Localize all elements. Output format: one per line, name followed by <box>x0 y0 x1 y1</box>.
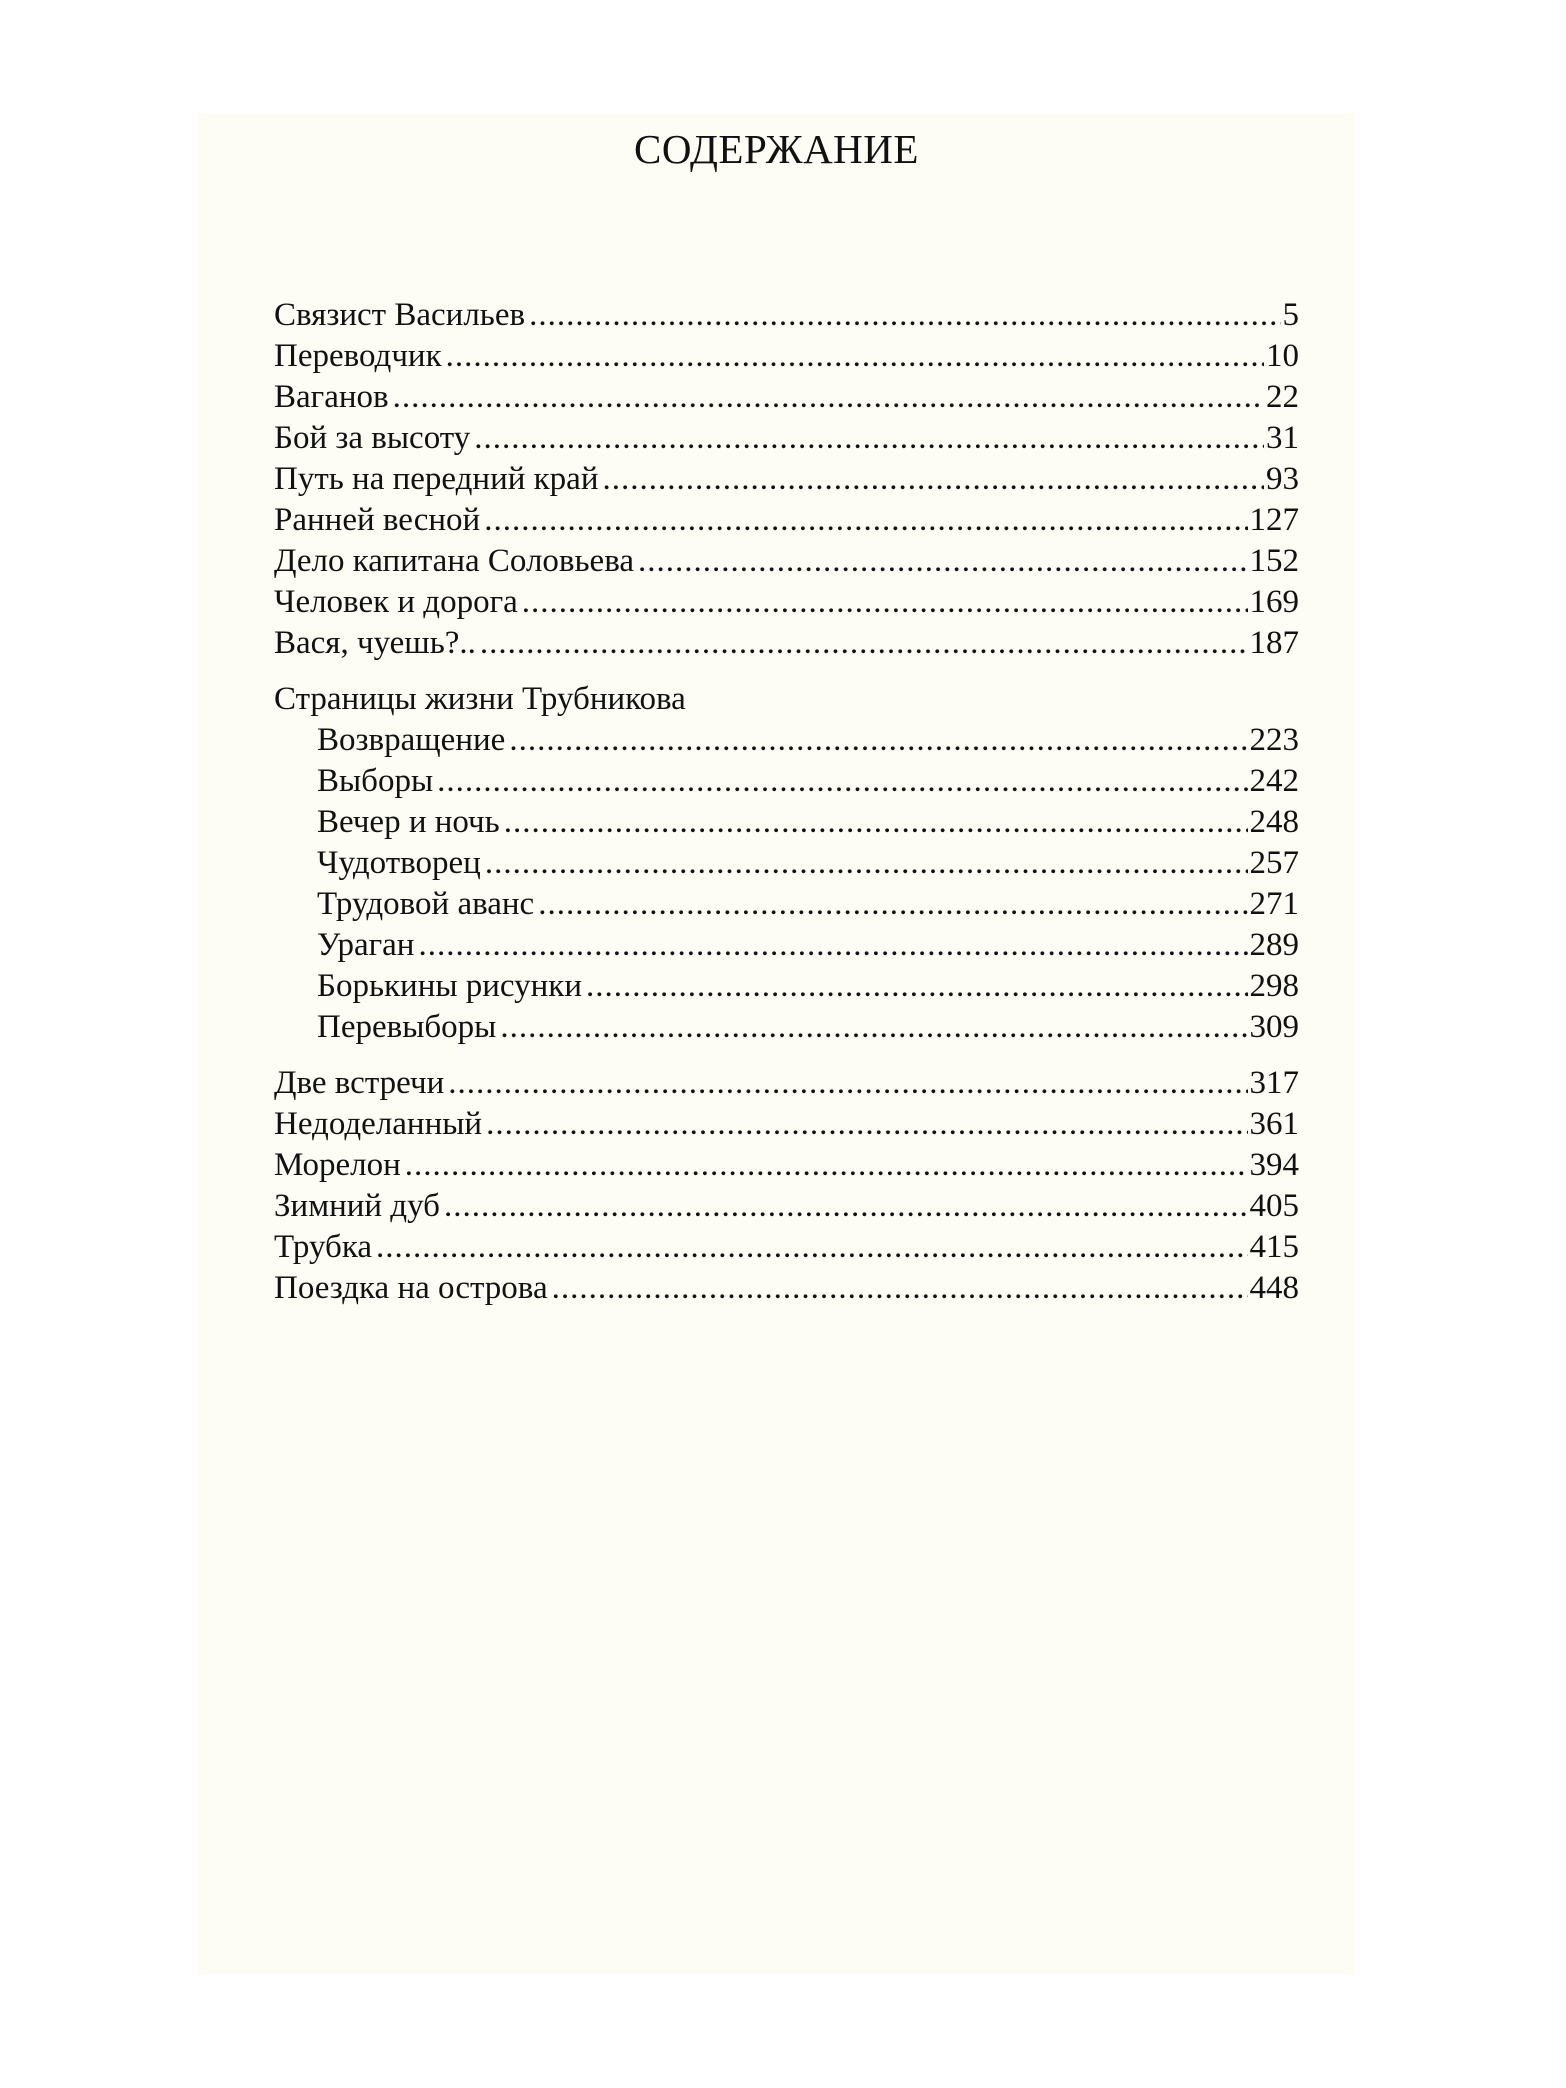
toc-entry-page: 309 <box>1249 1009 1299 1045</box>
toc-entry-page: 22 <box>1266 379 1299 415</box>
toc-entry[interactable] <box>274 336 1299 377</box>
toc-subentry[interactable] <box>317 720 1299 761</box>
toc-entry[interactable] <box>274 1186 1299 1227</box>
toc-leader-dots <box>474 418 1264 459</box>
toc-leader-dots <box>552 1268 1248 1309</box>
toc-entry[interactable] <box>274 500 1299 541</box>
toc-entry-title: Чудотворец <box>317 845 481 881</box>
toc-entry[interactable] <box>274 1104 1299 1145</box>
toc-leader-dots <box>418 925 1247 966</box>
toc-entry-title: Перевыборы <box>317 1009 497 1045</box>
toc-leader-dots <box>638 541 1248 582</box>
toc-entry-title: Две встречи <box>274 1065 445 1101</box>
toc-entry[interactable] <box>274 1227 1299 1268</box>
toc-subentry[interactable] <box>317 925 1299 966</box>
table-of-contents <box>274 295 1299 1309</box>
toc-entry-title: Человек и дорога <box>274 584 518 620</box>
toc-entry-page: 298 <box>1249 968 1299 1004</box>
toc-main-list <box>274 295 1299 664</box>
toc-entry-title: Морелон <box>274 1147 401 1183</box>
toc-leader-dots <box>486 1104 1247 1145</box>
toc-entry-title: Трубка <box>274 1229 373 1265</box>
toc-entry-page: 415 <box>1249 1229 1299 1265</box>
toc-entry-page: 271 <box>1249 886 1299 922</box>
toc-entry-title: Недоделанный <box>274 1106 483 1142</box>
toc-section-list <box>274 720 1299 1048</box>
toc-leader-dots <box>444 1186 1248 1227</box>
toc-leader-dots <box>484 500 1247 541</box>
book-page <box>197 113 1356 1975</box>
toc-entry-title: Вечер и ночь <box>317 804 500 840</box>
toc-entry-title: Путь на передний край <box>274 461 599 497</box>
toc-entry-page: 448 <box>1249 1270 1299 1306</box>
toc-entry-page: 223 <box>1249 722 1299 758</box>
toc-leader-dots <box>405 1145 1248 1186</box>
toc-entry[interactable] <box>274 541 1299 582</box>
toc-entry-title: Дело капитана Соловьева <box>274 543 634 579</box>
toc-entry-title: Переводчик <box>274 338 442 374</box>
toc-leader-dots <box>485 843 1248 884</box>
toc-entry-page: 93 <box>1266 461 1299 497</box>
toc-after-list <box>274 1063 1299 1309</box>
toc-subentry[interactable] <box>317 761 1299 802</box>
toc-entry-page: 10 <box>1266 338 1299 374</box>
toc-leader-dots <box>504 802 1248 843</box>
toc-entry[interactable] <box>274 1063 1299 1104</box>
toc-entry-title: Ранней весной <box>274 502 481 538</box>
toc-entry[interactable] <box>274 418 1299 459</box>
toc-title: СОДЕРЖАНИЕ <box>634 126 919 172</box>
toc-entry-title: Вася, чуешь?.. <box>274 625 476 661</box>
toc-entry[interactable] <box>274 1145 1299 1186</box>
toc-entry[interactable] <box>274 459 1299 500</box>
toc-entry-page: 242 <box>1249 763 1299 799</box>
toc-entry-title: Возвращение <box>317 722 506 758</box>
toc-leader-dots <box>446 336 1264 377</box>
toc-entry-title: Трудовой аванс <box>317 886 535 922</box>
toc-leader-dots <box>586 966 1248 1007</box>
toc-leader-dots <box>509 720 1247 761</box>
toc-entry-title: Борькины рисунки <box>317 968 582 1004</box>
toc-entry[interactable] <box>274 623 1299 664</box>
toc-entry-page: 187 <box>1249 625 1299 661</box>
toc-subentry[interactable] <box>317 802 1299 843</box>
toc-entry-page: 169 <box>1249 584 1299 620</box>
toc-section-heading[interactable]: Страницы жизни Трубникова <box>274 681 686 717</box>
toc-entry-page: 5 <box>1282 297 1299 333</box>
toc-leader-dots <box>480 623 1248 664</box>
toc-entry-title: Связист Васильев <box>274 297 526 333</box>
toc-subentry[interactable] <box>317 843 1299 884</box>
toc-entry-page: 361 <box>1249 1106 1299 1142</box>
toc-leader-dots <box>376 1227 1247 1268</box>
toc-entry-title: Ваганов <box>274 379 389 415</box>
toc-entry[interactable] <box>274 377 1299 418</box>
toc-entry-title: Ураган <box>317 927 415 963</box>
toc-leader-dots <box>529 295 1280 336</box>
toc-entry-page: 317 <box>1249 1065 1299 1101</box>
toc-entry[interactable] <box>274 1268 1299 1309</box>
toc-entry-page: 289 <box>1249 927 1299 963</box>
toc-entry-page: 394 <box>1249 1147 1299 1183</box>
toc-entry-title: Поездка на острова <box>274 1270 548 1306</box>
toc-leader-dots <box>393 377 1264 418</box>
toc-leader-dots <box>603 459 1265 500</box>
toc-leader-dots <box>500 1007 1247 1048</box>
toc-entry-title: Выборы <box>317 763 434 799</box>
toc-entry-page: 248 <box>1249 804 1299 840</box>
toc-leader-dots <box>538 884 1247 925</box>
toc-entry[interactable] <box>274 582 1299 623</box>
toc-subentry[interactable] <box>317 966 1299 1007</box>
toc-entry-page: 31 <box>1266 420 1299 456</box>
toc-entry-page: 127 <box>1249 502 1299 538</box>
toc-subentry[interactable] <box>317 884 1299 925</box>
toc-entry[interactable] <box>274 295 1299 336</box>
toc-entry-page: 257 <box>1249 845 1299 881</box>
toc-leader-dots <box>437 761 1247 802</box>
toc-leader-dots <box>448 1063 1247 1104</box>
toc-leader-dots <box>522 582 1248 623</box>
toc-entry-title: Зимний дуб <box>274 1188 440 1224</box>
toc-subentry[interactable] <box>317 1007 1299 1048</box>
toc-entry-page: 405 <box>1249 1188 1299 1224</box>
toc-entry-title: Бой за высоту <box>274 420 471 456</box>
toc-entry-page: 152 <box>1249 543 1299 579</box>
